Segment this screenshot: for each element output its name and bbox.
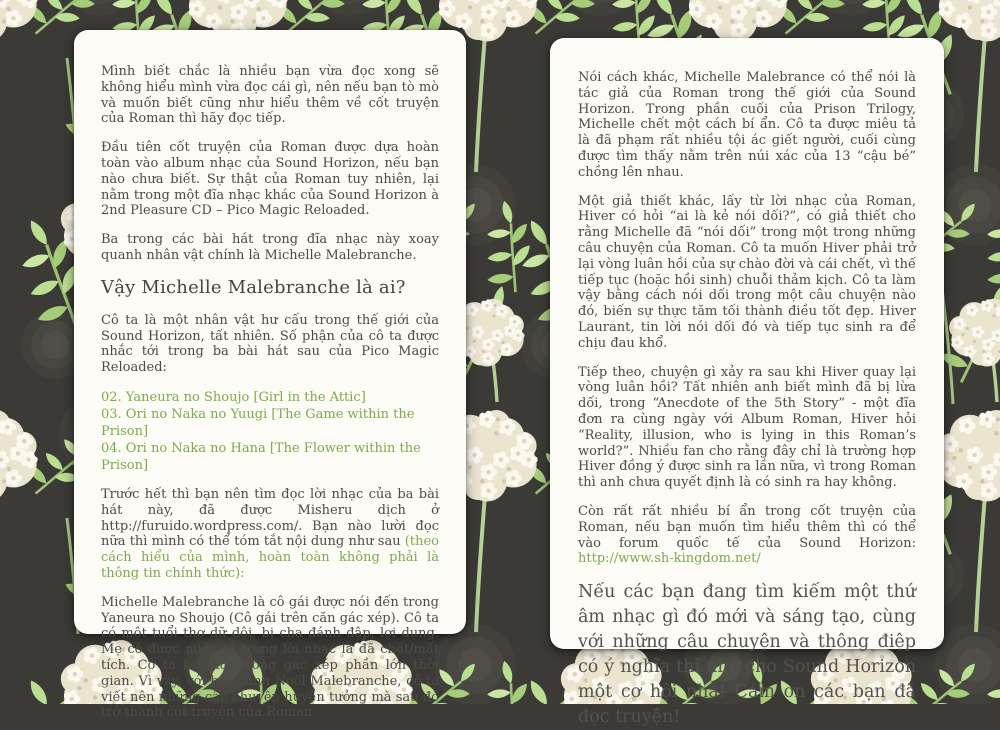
text-segment: Ba trong các bài hát trong đĩa nhạc này xoay quanh nhân vật chính là Michelle Malebranche.	[101, 232, 439, 263]
text-segment: Nói cách khác, Michelle Malebrance có thể nói là tác giả của Roman trong thế giới của Sound Horizon. Trong phần cuối của Prison Trilogy, Michelle chết một cách bí ẩn. Cô ta được miêu tả là đã phạm rất nhiều tội ác giết người, cuối cùng được tìm thấy nằm trên núi xác của 13 “cậu bé” chồng lên nhau.	[578, 70, 916, 180]
text-segment: Tiếp theo, chuyện gì xảy ra sau khi Hiver quay lại vòng luân hồi? Tất nhiên anh biết mình đã bị lừa dối, trong “Anecdote of the 5th Story” - một đĩa đơn ra cùng ngày với Album Roman, Hiver hỏi “Reality, illusion, who is lying in this Roman’s world?”. Nhiều fan cho rằng đây chỉ là trường hợp Hiver đồng ý được sinh ra lần nữa, vì trong Roman thì anh chưa quyết định là có sinh ra hay không.	[578, 364, 916, 491]
text-segment: Còn rất rất nhiều bí ẩn trong cốt truyện của Roman, nếu bạn muốn tìm hiểu thêm thì có thể vào forum quốc tế của Sound Horizon:	[578, 503, 916, 551]
song-list-item: 04. Ori no Naka no Hana [The Flower within the Prison]	[101, 440, 421, 473]
highlighted-text: (theo cách hiểu của mình, hoàn toàn không phải là thông tin chính thức):	[101, 534, 439, 581]
paragraph	[101, 595, 439, 721]
text-segment: Trước hết thì bạn nên tìm đọc lời nhạc của ba bài hát này, đã được Misheru dịch ở http://furuido.wordpress.com/. Bạn nào lười đọc nữa thì mình có thể tóm tắt nội dung như sau	[101, 486, 439, 550]
song-list	[101, 389, 439, 474]
paragraph	[101, 487, 439, 582]
paragraph	[578, 194, 916, 352]
text-segment: Một giả thiết khác, lấy từ lời nhạc của Roman, Hiver có hỏi “ai là kẻ nói dối?”, có giả thiết cho rằng Michelle đã “nói dối” trong một trong những câu chuyện của Roman. Cô ta muốn Hiver phải trở lại vòng luân hồi của sự chào đời và cái chết, vì thế tiếp tục (hoặc hồi sinh) chuỗi thảm kịch. Cô ta làm vậy bằng cách nói dối trong một câu chuyện nào đó, biến sự thực tăm tối thành điều tốt đẹp. Hiver Laurant, tin lời nói dối đó và tiếp tục sinh ra để chịu đau khổ.	[578, 193, 916, 351]
song-list-item: 02. Yaneura no Shoujo [Girl in the Attic]	[101, 389, 366, 405]
highlighted-text: http://www.sh-kingdom.net/	[578, 551, 761, 567]
song-list-item: 03. Ori no Naka no Yuugi [The Game within the Prison]	[101, 406, 415, 439]
paragraph	[101, 140, 439, 219]
paragraph	[578, 504, 916, 567]
left-page	[74, 30, 466, 721]
text-segment: Đầu tiên cốt truyện của Roman được dựa hoàn toàn vào album nhạc của Sound Horizon, nếu bạn nào chưa biết. Sự thật của Roman tuy nhiên, lại nằm trong một đĩa nhạc khác của Sound Horizon à 2nd Pleasure CD – Pico Magic Reloaded.	[101, 140, 439, 219]
paragraph	[578, 70, 916, 181]
paragraph	[101, 64, 439, 127]
right-page	[550, 38, 944, 728]
paragraph	[101, 313, 439, 376]
text-segment: Cô ta là một nhân vật hư cấu trong thế giới của Sound Horizon, tất nhiên. Số phận của cô ta được nhắc tới trong ba bài hát sau của Pico Magic Reloaded:	[101, 312, 439, 376]
paragraph	[578, 365, 916, 491]
section-heading: Vậy Michelle Malebranche là ai?	[101, 276, 406, 298]
text-segment: Nếu các bạn đang tìm kiếm một thứ âm nhạc gì đó mới và sáng tạo, cùng với những câu chuyện và thông điệp có ý nghĩa thì nhớ cho Sound Horizon một cơ hội nha! Cám ơn các bạn đã đọc truyện!	[578, 582, 916, 728]
paragraph	[101, 232, 439, 264]
closing-paragraph	[578, 580, 916, 730]
text-segment: Michelle Malebranche là cô gái được nói đến trong Yaneura no Shoujo (Cô gái trên căn gác xép). Cô ta có một tuổi thơ dữ dội, bị cha đánh đập, lợi dụng. Mẹ cô được miêu tả trong lời nhạc là đã chết/mất tích. Cô ta bị nhốt trong gác xép phần lớn thời gian. Vì vậy, với bút danh Noël Malebranche, cô ta viết nên những câu chuyện huyễn tưởng mà sau đó trở thành cốt truyện của Roman.	[101, 594, 439, 721]
text-segment: Mình biết chắc là nhiều bạn vừa đọc xong sẽ không hiểu mình vừa đọc cái gì, nên nếu bạn tò mò và muốn biết cũng như hiểu thêm về cốt truyện của Roman thì hãy đọc tiếp.	[101, 64, 439, 127]
